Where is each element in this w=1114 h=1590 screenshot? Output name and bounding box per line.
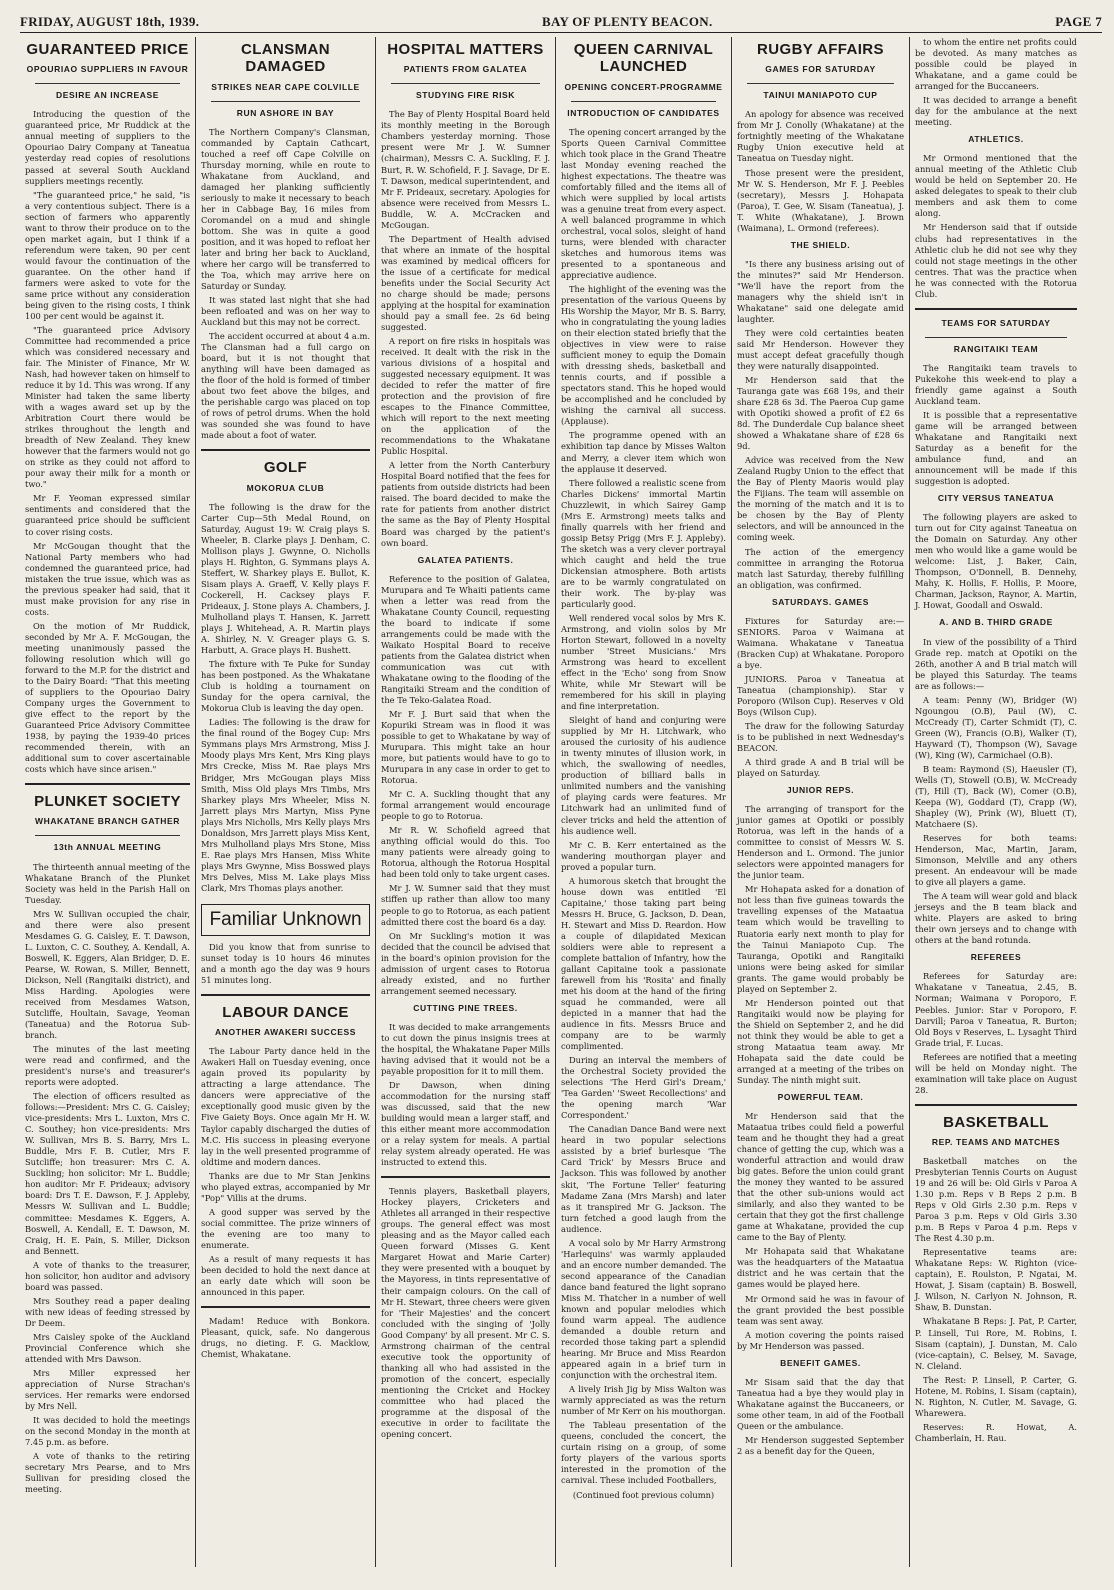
paragraph: A vocal solo by Mr Harry Armstrong 'Harlequins' was warmly applauded and an encore number demanded. The second appearance of the Canadian dance band featured the light soprano Miss M. Thatcher in a number of well known and popular melodies which found warm appeal. The audience demanded a double return and recorded those taking part a splendid hearing. Mr Bruce and Miss Reardon appeared again in a brief turn in conjunction with the orchestral item. [561, 1237, 726, 1381]
subhead: INTRODUCTION OF CANDIDATES [567, 107, 720, 118]
paragraph: Did you know that from sunrise to sunset today is 10 hours 46 minutes and a month ago the day was 9 hours 51 minutes long. [201, 941, 370, 985]
paragraph: In view of the possibility of a Third Grade rep. match at Opotiki on the 26th, another A and B trial match will be played this Saturday. The teams are as follows:— [915, 636, 1077, 691]
subhead: 13th ANNUAL MEETING [53, 842, 162, 853]
paragraph: Mr Henderson said that the Tauranga gate was £68 19s, and their share £28 6s 3d. The Paeroa Cup game with Opotiki showed a profit of £2 6s 8d. The Dunderdale Cup balance sheet showed a Whakatane share of £28 6s 9d. [737, 375, 904, 452]
paragraph: Mr Ormond mentioned that the annual meeting of the Athletic Club would be held on September 20. He asked delegates to speak to their club members and ask them to come along. [915, 153, 1077, 219]
paragraph: Mr Henderson suggested September 2 as a benefit day for the Queen, [737, 1434, 904, 1456]
paragraph: The thirteenth annual meeting of the Whakatane Branch of the Plunket Society was held in the Parish Hall on Tuesday. [25, 861, 190, 905]
paragraph: Mr Hohapata said that Whakatane was the headquarters of the Mataatua district and he was certain that the games would be played here. [737, 1246, 904, 1290]
paragraph: B team: Raymond (S), Haeusler (T), Wells (T), Stowell (O.B), W. McCready (T), Hill (T), Back (W), Comer (O.B), Keepa (W), Goddard (T), Crapp (W), Shapley (W), Prink (W), Bluett (T), Matchaere (S). [915, 763, 1077, 830]
subhead: PATIENTS FROM GALATEA [403, 64, 528, 75]
divider [915, 1104, 1077, 1106]
masthead [20, 14, 1102, 33]
paragraph: Mr J. W. Sumner said that they must stiffen up rather than allow too many people to go to Rotorua, as each patient admitted there cost the board 6s a day. [381, 883, 550, 927]
subhead: GAMES FOR SATURDAY [765, 64, 876, 75]
subhead: CITY VERSUS TANEATUA [937, 493, 1055, 504]
paragraph: It was decided to arrange a benefit day for the ambulance at the next meeting. [915, 95, 1077, 128]
paragraph: Mr Henderson pointed out that Rangitaiki would now be playing for the Shield on September 2, and he did not think they would be able to get a strong Mataatua team away. Mr Hohapata said the date could be arranged at a meeting of the tribes on Sunday. The ninth might suit. [737, 997, 904, 1085]
paragraph: Thanks are due to Mr Stan Jenkins who played extras, accompanied by Mr "Pop" Villis at the drums. [201, 1170, 370, 1203]
subhead: REFEREES [970, 952, 1022, 963]
paragraph: to whom the entire net profits could be devoted. As many matches as possible could be played in Whakatane, and a game could be arranged for the Buccaneers. [915, 37, 1077, 92]
subhead: ATHLETICS. [968, 134, 1024, 145]
paragraph: Mrs Southey read a paper dealing with new ideas of feeding stressed by Dr Deem. [25, 1295, 190, 1328]
paragraph: The Tableau presentation of the queens, concluded the concert, the curtain rising on a group, of some forty players of the various sports interested in the promotion of the carnival. These included Footballers, [561, 1420, 726, 1486]
paragraph: "Is there any business arising out of the minutes?" said Mr Henderson. "We'll have the report from the managers why the shield isn't in Whakatane" said one delegate amid laughter. [737, 258, 904, 324]
divider [35, 83, 180, 84]
paper-name: BAY OF PLENTY BEACON. [542, 14, 713, 29]
subhead: THE SHIELD. [790, 239, 851, 250]
paragraph: The accident occurred at about 4 a.m. The Clansman had a full cargo on board, but it is not thought that anything will have been damaged as the floor of the hold is formed of timber about two feet above the bilges, and the perishable cargo was placed on top of rows of petrol drums. When the hold was sounded she was found to have made about a foot of water. [201, 331, 370, 441]
subhead: ANOTHER AWAKERI SUCCESS [215, 1027, 356, 1038]
paragraph: The opening concert arranged by the Sports Queen Carnival Committee which took place in the Grand Theatre last Monday evening reached the highest expectations. The theatre was comfortably filled and the items all of which were supplied by local artists was a genuine treat from every aspect. A well balanced programme in which orchestral, vocal solos, sleight of hand turns, were blended with character sketches and humorous items was presented to a spontaneous and appreciative audience. [561, 126, 726, 280]
paragraph: The Bay of Plenty Hospital Board held its monthly meeting in the Borough Chambers yesterday morning. Those present were Mr J. W. Sumner (chairman), Messrs C. A. Suckling, F. J. Burt, R. W. Schofield, F. J. Savage, Dr E. T. Dawson, medical superintendent, and Mr F. Prideaux, secretary. Apologies for absence were received from Messrs L. Buddle, W. A. McCracken and McGougan. [381, 109, 550, 230]
paragraph: Whakatane B Reps: J. Pat, P. Carter, P. Linsell, Tui Rore, M. Robins, I. Sisam (captain), J. Dunstan, M. Calo (vice-captain), C. Belsey, M. Savage, N. Cleland. [915, 1316, 1077, 1371]
paragraph: The Northern Company's Clansman, commanded by Captain Cathcart, touched a reef off Cape Colville on Thursday morning, while en route to Whakatane from Auckland, and damaged her planking sufficiently seriously to make it necessary to beach her in Cabbage Bay, 16 miles from Coromandel on a mud and shingle bottom. She was in quite a good position, and it was hoped to refloat her later and bring her back to Auckland, where her cargo will be transferred to the Toa, which may arrive here on Saturday or Sunday. [201, 126, 370, 292]
page-number: PAGE 7 [1055, 14, 1102, 29]
paragraph: A vote of thanks to the treasurer, hon solicitor, hon auditor and advisory board was passed. [25, 1259, 190, 1292]
paragraph: It is possible that a representative game will be arranged between Whakatane and Rangitaiki next Saturday as a benefit for the ambulance fund, and an announcement will be made if this suggestion is adopted. [915, 409, 1077, 487]
paragraph: Fixtures for Saturday are:— SENIORS. Paroa v Waimana at Waimana. Whakatane v Taneatua (Bracken Cup) at Whakatane. Poroporo a bye. [737, 615, 904, 670]
paragraph: A letter from the North Canterbury Hospital Board notified that the fees for patients from outside districts had been raised. The board decided to make the rate for patients from another district the same as the Bay of Plenty Hospital Board was charged by the patient's own board. [381, 460, 550, 548]
subhead: SATURDAYS. GAMES [772, 596, 869, 607]
paragraph: Mr C. A. Suckling thought that any formal arrangement would encourage people to go to Rotorua. [381, 789, 550, 822]
paragraph: "The guaranteed price," he said, "is a very contentious subject. There is a section of farmers who apparently want to throw their produce on to the open market again, but I think if a referendum were taken, 90 per cent would favour the continuation of the guarantee. On the other hand if farmers were asked to vote for the same price without any consideration being given to the rising costs, I think 100 per cent would be against it. [25, 189, 190, 321]
paragraph: Referees for Saturday are: Whakatane v Taneatua, 2.45, B. Norman; Waimana v Poroporo, F. Peebles. Junior: Star v Poroporo, F. Darvill; Paroa v Taneatua, R. Burton; Old Boys v Reserves, L. Lysaght Third Grade trial, F. Lucas. [915, 971, 1077, 1048]
paragraph: An apology for absence was received from Mr J. Conolly (Whakatane) at the fortnightly meeting of the Whakatane Rugby Union executive held at Taneatua on Tuesday night. [737, 109, 904, 164]
paragraph: It was decided to hold the meetings on the second Monday in the month at 7.45 p.m. as before. [25, 1415, 190, 1448]
paragraph: Those present were the president, Mr W. S. Henderson, Mr F. J. Peebles (secretary), Messrs J. Hohapata (Paroa), T. Gee, W. Sisam (Taneatua), J. T. White (Whakatane), J. Brown (Waimana), L. Ormond (referees). [737, 167, 904, 233]
subhead: JUNIOR REPS. [786, 785, 855, 796]
subhead: TEAMS FOR SATURDAY [941, 317, 1051, 328]
paragraph: Sleight of hand and conjuring were supplied by Mr H. Litchwark, who aroused the curiosity of his audience in twenty minutes of illusion work, in which, the swallowing of needles, production of billiard balls in unlimited numbers and the vanishing of playing cards were features. Mr Litchwark had an unlimited fund of clever tricks and held the attention of his audience well. [561, 715, 726, 836]
paragraph: Reference to the position of Galatea, Murupara and Te Whaiti patients came when a letter was read from the Whakatane County Council, requesting the board to indicate if some arrangements could be made with the Waikato Hospital Board to receive patients from the Galatea district when communication was cut with Whakatane owing to the flooding of the Rangitaiki Stream and the condition of the Te Teko-Galatea Road. [381, 573, 550, 705]
headline-plunket-society: PLUNKET SOCIETY [34, 793, 181, 811]
paragraph: Mr Henderson said that the Mataatua tribes could field a powerful team and he thought they had a great chance of getting the cup, which was a wonderful attraction and would draw big gates. Before the union could grant the money they wanted to be assured that the other sub-unions would act similarly, and also they wanted to be certain that they got the first challenge game at Whakatane, provided the cup came to the Bay of Plenty. [737, 1111, 904, 1243]
paragraph: The Rangitaiki team travels to Pukekohe this week-end to play a friendly game against a South Auckland team. [915, 362, 1077, 406]
paragraph: Mr Hohapata asked for a donation of not less than five guineas towards the travelling expenses of the Mataatua team which would be travelling to Ruatoria early next month to play for the Tainui Maniapoto Cup. The Tauranga, Opotiki and Rangitaiki unions were being asked for similar grants. The game would probably be played on September 2. [737, 884, 904, 994]
paragraph: On the motion of Mr Ruddick, seconded by Mr A. F. McGougan, the meeting unanimously passed the following resolution which will go forward to the M.P. for the district and to the Dairy Board: "That this meeting of suppliers to the Opouriao Dairy Company urges the Government to give effect to the report by the Guaranteed Price Advisory Committee 1938, by paying the 1939-40 prices recommended therein, with an additional sum to cover ascertainable costs which have since arisen." [25, 620, 190, 775]
paragraph: Ladies: The following is the draw for the final round of the Bogey Cup: Mrs Symmans plays Mrs Armstrong, Miss J. Moody plays Mrs Kent, Mrs King plays Mrs Crecke, Miss M. Rae plays Mrs Bridger, Mrs McGougan plays Miss Smith, Miss Old plays Mrs Timbs, Mrs Sharkey plays Mrs Wheeler, Miss N. Jarrett plays Mrs Martyn, Miss Pyne plays Mrs Nicholls, Mrs Kelly plays Mrs Donaldson, Mrs Jarrett plays Miss Kent, Mrs Mulholland plays Mrs Stone, Miss E. Rae plays Mrs Hansen, Miss White plays Mrs Gwynne, Miss Bosswed plays Mrs Delves, Miss M. Lake plays Miss Clark, Mrs Thomas plays another. [201, 717, 370, 893]
subhead: STRIKES NEAR CAPE COLVILLE [211, 81, 360, 92]
divider [381, 1176, 550, 1178]
subhead: CUTTING PINE TREES. [413, 1002, 518, 1013]
subhead: BENEFIT GAMES. [780, 1357, 861, 1368]
paragraph: The election of officers resulted as follows:—President: Mrs C. G. Caisley; vice-presidents: Mrs L. Luxton, Mrs C. C. Southey; hon vice-presidents: Mrs W. Sullivan, Mrs B. S. Barry, Mrs L. Buddle, Mrs F. B. Cutler, Mrs F. Sutcliffe; hon treasurer: Mrs C. A. Suckling; hon solicitor: Mr L. Buddle; hon auditor: Mr F. Prideaux; advisory board: Drs T. E. Dawson, F. J. Appleby, Messrs W. Sullivan and L. Buddle; committee: Mesdames K. Eggers, A. Boswell, A. Kendall, E. T. Dawson, M. Craig, H. E. Pain, S. Miller, Dickson and Bennett. [25, 1091, 190, 1256]
paragraph: The Rest: P. Linsell, P. Carter, G. Hotene, M. Robins, I. Sisam (captain), N. Righton, N. Cutler, M. Savage, G. Wharewera. [915, 1374, 1077, 1418]
divider [391, 83, 540, 84]
paragraph: "The guaranteed price Advisory Committee had recommended a price which was considered necessary and fair. The Minister of Finance, Mr W. Nash, had however taken on himself to reduce it by 1d. This was wrong. If any Minister had taken the same liberty with a wages award set up by the Arbitration Court there would be strikes throughout the length and breadth of New Zealand. They knew however that the farmers would not go on strike as they could not afford to pour away their milk for a month or two." [25, 324, 190, 490]
paragraph: The draw for the following Saturday is to be published in next Wednesday's BEACON. [737, 720, 904, 754]
paragraph: Advice was received from the New Zealand Rugby Union to the effect that the Bay of Plenty Maoris would play the Fijians. The team will assemble on the morning of the match and it is to be chosen by the Bay of Plenty selectors, and will be announced in the coming week. [737, 455, 904, 543]
divider [915, 308, 1077, 310]
paragraph: JUNIORS. Paroa v Taneatua at Taneatua (championship). Star v Poroporo (Wilson Cup). Reserves v Old Boys (Wilson Cup). [737, 673, 904, 717]
column-5 [732, 37, 910, 1567]
paragraph: The programme opened with an exhibition tap dance by Misses Walton and Merry, a clever item which won the applause it deserved. [561, 430, 726, 474]
paragraph: Mr C. B. Kerr entertained as the wandering mouthorgan player and proved a popular turn. [561, 839, 726, 872]
paragraph: Mr McGougan thought that the National Party members who had condemned the guaranteed price, had mistaken the true issue, which was as the previous speaker had said, that it must make provision for any rise in costs. [25, 540, 190, 617]
columns [20, 37, 1102, 1567]
paragraph: Mrs Miller expressed her appreciation of Nurse Strachan's services. Her remarks were endorsed by Mrs Nell. [25, 1367, 190, 1411]
divider [925, 337, 1067, 338]
headline-labour-dance: LABOUR DANCE [222, 1003, 349, 1021]
subhead: POWERFUL TEAM. [777, 1091, 864, 1102]
paragraph: During an interval the members of the Orchestral Society provided the selections 'The Herd Girl's Dream,' 'Tea Garden' 'Sweet Recollections' and the opening march 'War Correspondent.' [561, 1055, 726, 1121]
paragraph: Mr Ormond said he was in favour of the grant provided the best possible team was sent away. [737, 1293, 904, 1326]
subhead: TAINUI MANIAPOTO CUP [763, 90, 878, 101]
paragraph: On Mr Suckling's motion it was decided that the council be advised that in the board's opinion provision for the admission of urgent cases to Rotorua already existed, and no further arrangement seemed necessary. [381, 930, 550, 996]
headline-clansman-damaged: CLANSMAN DAMAGED [240, 41, 331, 76]
paragraph: It was stated last night that she had been refloated and was on her way to Auckland but this may not be correct. [201, 295, 370, 328]
paragraph: The fixture with Te Puke for Sunday has been postponed. As the Whakatane Club is holding a tournament on Sunday for the opera carnival, the Mokorua Club is leaving the day open. [201, 659, 370, 714]
subhead: STUDYING FIRE RISK [415, 90, 516, 101]
divider [211, 101, 360, 102]
headline-basketball: BASKETBALL [943, 1113, 1049, 1131]
paragraph: Mr F. J. Burt said that when the Kopuriki Stream was in flood it was possible to get to Whakatane by way of Murupara. This might take an hour more, but patients would have to go to Murupara in any case in order to get to Rotorua. [381, 708, 550, 786]
paragraph: Mrs W. Sullivan occupied the chair, and there were also present Mesdames G. G. Caisley, E. T. Dawson, L. Luxton, C. C. Southey, A. Kendall, A. Boswell, K. Eggers, Alan Bridger, D. E. Pearse, W. Rowan, S. Miller, Bennett, Dickson, Nell (Rangitaiki district), and Miss Harding. Apologies were received from Mesdames Watson, Sutcliffe, Houltain, Savage, Yeoman (Taneatua) and the Rotorua Sub-branch. [25, 908, 190, 1040]
divider [571, 101, 716, 102]
divider [201, 449, 370, 451]
paragraph: There followed a realistic scene from Charles Dickens' immortal Martin Chuzzlewit, in which Sairey Gamp (Mrs E. Armstrong) meets talks and finally quarrels with her friend and gossip Betsy Prigg (Mrs F. J. Appleby). The sketch was a very clever portrayal which caught and held the true Dickensian atmosphere. Both artists are to be warmly congratulated on their work. The by-play was particularly good. [561, 477, 726, 609]
familiar-unknown-box: Familiar Unknown [201, 904, 370, 936]
paragraph: Mr F. Yeoman expressed similar sentiments and considered that the guaranteed price should be sufficient to cover rising costs. [25, 493, 190, 537]
paragraph: A report on fire risks in hospitals was received. It dealt with the risk in the various divisions of a hospital and suggested necessary equipment. It was decided to refer the matter of fire protection and the provision of fire escapes to the Finance Committee, which will report to the next meeting on the application of the recommendations to the Whakatane Public Hospital. [381, 335, 550, 457]
paragraph: Dr Dawson, when dining accommodation for the nursing staff was discussed, said that the new building would mean a larger staff, and this either meant more accommodation or a relay system for meals. A partial relay system already operated. He was instructed to extend this. [381, 1079, 550, 1168]
paragraph: The Canadian Dance Band were next heard in two popular selections assisted by a brief burlesque 'The Card Trick' by Messrs Bruce and Jackson. This was followed by another skit, 'The Fortune Teller' featuring Madame Zana (Mrs Marsh) and later as it transpired Mr G. Jackson. The turn fetched a good laugh from the audience. [561, 1124, 726, 1234]
paragraph: A third grade A and B trial will be played on Saturday. [737, 757, 904, 779]
paragraph: Referees are notified that a meeting will be held on Monday night. The examination will take place on August 28. [915, 1051, 1077, 1095]
paragraph: A humorous sketch that brought the house down was entitled 'El Capitaine,' those taking part being Messrs H. Bruce, G. Jackson, D. Dean, H. Stewart and Miss D. Reardon. How a couple of dilapidated Mexican soldiers were able to represent a complete battalion of Infantry, how the gallant Capitaine took a passionate farewell from his 'Rosita' and finally met his doom at the hand of the firing squad he commanded, were all depicted in a manner that had the audience in fits. Messrs Bruce and company are to be warmly complimented. [561, 875, 726, 1052]
paragraph: The arranging of transport for the junior games at Opotiki or possibly Rotorua, was left in the hands of a committee to consist of Messrs W. S. Henderson and L. Ormond. The junior selectors were appointed managers for the junior team. [737, 804, 904, 881]
paragraph: Well rendered vocal solos by Mrs K. Armstrong, and violin solos by Mr Horton Stewart, followed in a novelty number 'Street Musicians.' Mrs Armstrong was heard to excellent effect in the 'Echo' song from Snow White, while Mr Stewart will be remembered for his skill in playing and fine interpretation. [561, 612, 726, 712]
divider [747, 83, 894, 84]
paragraph: A vote of thanks to the retiring secretary Mrs Pearse, and to Mrs Sullivan for presiding closed the meeting. [25, 1451, 190, 1495]
subhead: OPOURIAO SUPPLIERS IN FAVOUR [26, 64, 189, 75]
paragraph: A motion covering the points raised by Mr Henderson was passed. [737, 1329, 904, 1351]
divider [35, 835, 180, 836]
paragraph: As a result of many requests it has been decided to hold the next dance at an early date which will soon be announced in this paper. [201, 1253, 370, 1297]
paragraph: The Labour Party dance held in the Awakeri Hall on Tuesday evening, once again proved its popularity by attracting a large attendance. The dancers were appreciative of the exceptionally good music given by the Five Gaiety Boys. Once again Mr H. W. Taylor capably discharged the duties of M.C. His success in pleasing everyone lay in the well presented programme of oldtime and modern dances. [201, 1046, 370, 1167]
subhead: DESIRE AN INCREASE [55, 90, 160, 101]
column-6 [910, 37, 1082, 1567]
divider [201, 994, 370, 996]
paragraph: The highlight of the evening was the presentation of the various Queens by His Worship the Mayor, Mr B. S. Barry, who in congratulating the young ladies on their election stated briefly that the objectives in view were to raise sufficient money to equip the Domain with dressing sheds, basketball and tennis courts, and if possible a spectators stand. This he hoped would be accomplished and he concluded by wishing the carnival all success. (Applause). [561, 284, 726, 427]
paragraph: Introducing the question of the guaranteed price, Mr Ruddick at the annual meeting of suppliers to the Opouriao Dairy Company at Taneatua yesterday read copies of resolutions passed at several South Auckland suppliers meetings recently. [25, 109, 190, 186]
headline-queen-carnival: QUEEN CARNIVAL LAUNCHED [573, 41, 714, 76]
paragraph: A team: Penny (W), Bridger (W) Ngoungou (O.B), Paul (W), C. McCready (T), Carter Schmidt (T), C. Green (W), Francis (O.B), Walker (T), Hayward (T), Thompson (W), Savage (W), King (W), Carmichael (O.B). [915, 694, 1077, 760]
subhead: GALATEA PATIENTS. [417, 554, 514, 565]
paragraph: Basketball matches on the Presbyterian Tennis Courts on August 19 and 26 will be: Old Girls v Paroa A 1.30 p.m. Reps v B Reps 2 p.m. B Reps v Old Girls 2.30 p.m. Reps v Paroa 3 p.m. Reps v Old Girls 3.30 p.m. B Reps v Paroa 4 p.m. Reps v The Rest 4.30 p.m. [915, 1156, 1077, 1244]
advertisement: Madam! Reduce with Bonkora. Pleasant, quick, safe. No dangerous drugs, no dieting. F. G. Macklow, Chemist, Whakatane. [201, 1315, 370, 1360]
column-3 [376, 37, 556, 1567]
paragraph: A good supper was served by the social committee. The prize winners of the evening are too many to enumerate. [201, 1206, 370, 1250]
subhead: A. AND B. THIRD GRADE [939, 617, 1053, 628]
paragraph: Mr R. W. Schofield agreed that anything official would do this. Too many patients were already going to Rotorua, although the Rotorua Hospital had been told only to take urgent cases. [381, 825, 550, 880]
paragraph: Reserves: R. Howat, A. Chamberlain, H. Rau. [915, 1421, 1077, 1443]
paragraph: Mr Sisam said that the day that Taneatua had a bye they would play in Whakatane against the Buccaneers, or some other team, in aid of the Football Queen or the ambulance. [737, 1376, 904, 1431]
paragraph: The minutes of the last meeting were read and confirmed, and the president's nurse's and treasurer's reports were adopted. [25, 1044, 190, 1088]
subhead: RUN ASHORE IN BAY [236, 107, 335, 118]
divider [201, 1306, 370, 1308]
column-4 [556, 37, 732, 1567]
column-2 [196, 37, 376, 1567]
paragraph: A lively Irish Jig by Miss Walton was warmly appreciated as was the return number of Mr Kerr on his mouthorgan. [561, 1384, 726, 1417]
subhead: MOKORUA CLUB [246, 482, 325, 493]
subhead: WHAKATANE BRANCH GATHER [34, 816, 181, 827]
headline-golf: GOLF [263, 459, 308, 477]
paragraph: The A team will wear gold and black jerseys and the B team black and white. Players are asked to bring their own jerseys and to change with others at the band rotunda. [915, 891, 1077, 946]
issue-date: FRIDAY, AUGUST 18th, 1939. [20, 14, 200, 29]
subhead: OPENING CONCERT-PROGRAMME [564, 81, 723, 92]
paragraph: Reserves for both teams: Henderson, Mac, Martin, Jaram, Simonson, Melville and any others present. An endeavour will be made to give all players a game. [915, 833, 1077, 888]
paragraph: The following players are asked to turn out for City against Taneatua on the Domain on Saturday. Any other men who would like a game would be welcome: List, J. Baker, Cain, Thompson, O'Donnell, B. Dennehy, Mahy, K. Hollis, F. Hollis, P. Moore, Charman, Jackson, Raynor, A. Martin, J. Howat, Goodall and Oswald. [915, 512, 1077, 611]
headline-guaranteed-price: GUARANTEED PRICE [26, 41, 189, 58]
divider [25, 783, 190, 785]
paragraph: They were cold certainties beaten said Mr Henderson. However they must accept defeat gracefully though they were naturally disappointed. [737, 327, 904, 372]
paragraph: Mrs Caisley spoke of the Auckland Provincial Conference which she attended with Mrs Dawson. [25, 1331, 190, 1364]
paragraph: The following is the draw for the Carter Cup—5th Medal Round, on Saturday, August 19: W. Craig plays S. Wheeler, B. Clarke plays J. Denham, C. Mollison plays J. Gwynne, O. Nicholls plays H. Righton, G. Symmans plays A. Steffert, W. Sharkey plays E. Bullot, K. Sisam plays A. Graeff, V. Kelly plays F. Cockerell, H. Cacksey plays F. Prideaux, J. Stone plays A. Chambers, J. Mulholland plays T. Hansen, K. Jarrett plays J. Whitehead, A. R. Martin plays A. Shirley, N. V. Greager plays G. S. Harbutt, A. Grace plays H. Bushett. [201, 501, 370, 656]
paragraph: It was decided to make arrangements to cut down the pinus insignis trees at the hospital, the Whakatane Paper Mills having advised that it would not be a payable proposition for it to mill them. [381, 1021, 550, 1076]
paragraph: The Department of Health advised that where an inmate of the hospital was examined by medical officers for the issue of a certificate for medical benefits under the Social Security Act no charge should be made; persons applying at the hospital for examination should pay a small fee. 2s 6d being suggested. [381, 233, 550, 332]
headline-rugby-affairs: RUGBY AFFAIRS [757, 41, 884, 58]
continuation-note: (Continued foot previous column) [572, 1490, 715, 1501]
paragraph: The action of the emergency committee in arranging the Rotorua match last Saturday, thereby fulfilling an obligation, was confirmed. [737, 546, 904, 590]
headline-hospital-matters: HOSPITAL MATTERS [387, 41, 544, 58]
paragraph: Mr Henderson said that if outside clubs had representatives in the Athletic club he did not see why they could not stage meetings in the other centres. That was the practice when he was connected with the Rotorua Club. [915, 222, 1077, 299]
subhead: RANGITAIKI TEAM [953, 343, 1039, 354]
subhead: REP. TEAMS AND MATCHES [931, 1137, 1061, 1147]
paragraph: Tennis players, Basketball players, Hockey players, Cricketers and Athletes all arranged in their respective groups. The general effect was most pleasing and as the Mayor called each Queen forward (Misses G. Kent Margaret Howat and Marie Carter) they were presented with a bouquet by the Mayoress, in tints representative of their campaign colours. On the call of Mr H. Stewart, three cheers were given for 'Their Majesties' and the concert concluded with the singing of 'Jolly Good Company' by all present. Mr C. S. Armstrong chairman of the central executive took the opportunity of thanking all who had assisted in the promotion of the concert, especially mentioning the Cricket and Hockey committee who had placed the programme at the disposal of the executive in order to facilitate the opening concert. [381, 1186, 550, 1439]
column-1 [20, 37, 196, 1567]
paragraph: Representative teams are: Whakatane Reps: W. Righton (vice-captain), E. Roulston, P. Ngatai, M. Howat, J. Sisam (captain) B. Boswell, J. Wilson, N. Carlyon N. Johnson, R. Shaw, B. Dunstan. [915, 1247, 1077, 1313]
